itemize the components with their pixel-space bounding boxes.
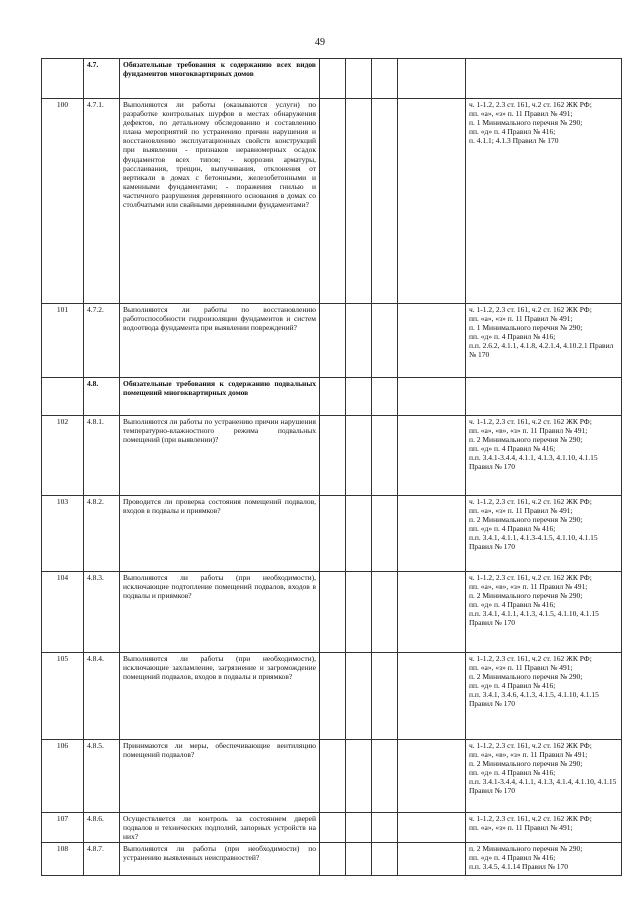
item-code-cell: 4.7.2.: [84, 304, 120, 378]
legal-reference-line: п. 2 Минимального перечня № 290;: [469, 672, 583, 682]
legal-reference-line: ч. 1-1.2, 2.3 ст. 161, ч.2 ст. 162 ЖК РФ;: [469, 654, 592, 663]
legal-reference-line: пп. «а», «з» п. 11 Правил № 491;: [469, 823, 573, 833]
legal-reference-line: п.п. 3.4.1-3.4.4, 4.1.1, 4.1.3, 4.1.4, 4.1.10, 4.1.15 Правил № 170: [469, 777, 617, 796]
legal-reference-cell: [466, 813, 622, 843]
answer-no-cell: [346, 304, 372, 378]
row-number-cell: 104: [42, 572, 84, 653]
row-number-cell: 103: [42, 496, 84, 572]
table-row: [42, 496, 622, 572]
answer-no-cell: [346, 653, 372, 740]
legal-reference-line: пп. «а», «з» п. 11 Правил № 491;: [469, 109, 573, 119]
legal-reference-line: ч. 1-1.2, 2.3 ст. 161, ч.2 ст. 162 ЖК РФ;: [469, 417, 592, 426]
answer-yes-cell: [320, 378, 346, 416]
question-cell: Принимаются ли меры, обеспечивающие вентиляцию помещений подвалов?: [120, 740, 320, 813]
answer-yes-cell: [320, 843, 346, 876]
section-title-cell: Обязательные требования к содержанию всех видов фундаментов многоквартирных домов: [120, 59, 320, 99]
item-code-cell: 4.8.1.: [84, 416, 120, 496]
legal-reference-line: п. 2 Минимального перечня № 290;: [469, 759, 583, 769]
item-code-cell: 4.8.3.: [84, 572, 120, 653]
answer-na-cell: [372, 740, 398, 813]
legal-reference-line: пп. «а», «в», «з» п. 11 Правил № 491;: [469, 750, 588, 760]
answer-no-cell: [346, 496, 372, 572]
table-row: [42, 304, 622, 378]
row-number-cell: [42, 378, 84, 416]
legal-reference-cell: [466, 843, 622, 876]
legal-reference-cell: [466, 572, 622, 653]
row-number-cell: 106: [42, 740, 84, 813]
answer-yes-cell: [320, 740, 346, 813]
legal-reference-line: пп. «а», «в», «з» п. 11 Правил № 491;: [469, 426, 588, 436]
answer-yes-cell: [320, 653, 346, 740]
row-number-cell: [42, 59, 84, 99]
comment-cell: [398, 59, 466, 99]
row-number-cell: 101: [42, 304, 84, 378]
question-cell: Выполняются ли работы по устранению причин нарушения температурно-влажностного режима подвальных помещений (при выявлении)?: [120, 416, 320, 496]
legal-reference-line: п.п. 3.4.5, 4.1.14 Правил № 170: [469, 862, 568, 872]
answer-no-cell: [346, 416, 372, 496]
legal-reference-line: пп. «д» п. 4 Правил № 416;: [469, 600, 556, 610]
answer-no-cell: [346, 843, 372, 876]
legal-reference-line: ч. 1-1.2, 2.3 ст. 161, ч.2 ст. 162 ЖК РФ;: [469, 741, 592, 750]
legal-reference-line: п. 4.1.1; 4.1.3 Правил № 170: [469, 136, 559, 146]
legal-reference-cell: [466, 496, 622, 572]
table-row: [42, 416, 622, 496]
answer-yes-cell: [320, 304, 346, 378]
legal-reference-line: п. 2 Минимального перечня № 290;: [469, 435, 583, 445]
answer-na-cell: [372, 843, 398, 876]
answer-na-cell: [372, 304, 398, 378]
question-cell: Выполняются ли работы (при необходимости), исключающие захламление, загрязнение и загромождение помещений подвалов, входов в подвалы и приямков?: [120, 653, 320, 740]
legal-reference-line: п.п. 3.4.1, 4.1.1, 4.1.3-4.1.5, 4.1.10, 4.1.15 Правил № 170: [469, 533, 598, 552]
section-row: [42, 378, 622, 416]
answer-yes-cell: [320, 496, 346, 572]
legal-reference-line: ч. 1-1.2, 2.3 ст. 161, ч.2 ст. 162 ЖК РФ;: [469, 497, 592, 506]
item-code-cell: 4.7.: [84, 59, 120, 99]
answer-no-cell: [346, 740, 372, 813]
legal-reference-line: пп. «д» п. 4 Правил № 416;: [469, 444, 556, 454]
legal-reference-line: пп. «д» п. 4 Правил № 416;: [469, 127, 556, 137]
legal-reference-line: пп. «а», «в», «з» п. 11 Правил № 491;: [469, 582, 588, 592]
answer-na-cell: [372, 416, 398, 496]
question-cell: Выполняются ли работы (при необходимости) по устранению выявленных неисправностей?: [120, 843, 320, 876]
legal-reference-cell: [466, 99, 622, 304]
comment-cell: [398, 304, 466, 378]
page-number: 49: [315, 37, 325, 48]
legal-reference-cell: [466, 378, 622, 416]
table-row: [42, 740, 622, 813]
table-row: [42, 813, 622, 843]
legal-reference-cell: [466, 59, 622, 99]
answer-no-cell: [346, 378, 372, 416]
legal-reference-line: п.п. 3.4.1, 4.1.1, 4.1.3, 4.1.5, 4.1.10, 4.1.15 Правил № 170: [469, 609, 599, 628]
legal-reference-line: п. 2 Минимального перечня № 290;: [469, 591, 583, 601]
answer-na-cell: [372, 813, 398, 843]
answer-na-cell: [372, 99, 398, 304]
table-row: [42, 653, 622, 740]
item-code-cell: 4.8.6.: [84, 813, 120, 843]
legal-reference-line: пп. «а», «з» п. 11 Правил № 491;: [469, 663, 573, 673]
answer-no-cell: [346, 813, 372, 843]
legal-reference-line: пп. «д» п. 4 Правил № 416;: [469, 524, 556, 534]
legal-reference-cell: [466, 416, 622, 496]
row-number-cell: 105: [42, 653, 84, 740]
item-code-cell: 4.8.4.: [84, 653, 120, 740]
row-number-cell: 107: [42, 813, 84, 843]
legal-reference-line: ч. 1-1.2, 2.3 ст. 161, ч.2 ст. 162 ЖК РФ;: [469, 305, 592, 314]
answer-na-cell: [372, 378, 398, 416]
legal-reference-line: п. 2 Минимального перечня № 290;: [469, 844, 583, 854]
legal-reference-line: пп. «д» п. 4 Правил № 416;: [469, 768, 556, 778]
question-cell: Осуществляется ли контроль за состоянием дверей подвалов и технических подполий, запорных устройств на них?: [120, 813, 320, 843]
comment-cell: [398, 416, 466, 496]
answer-no-cell: [346, 59, 372, 99]
item-code-cell: 4.8.7.: [84, 843, 120, 876]
row-number-cell: 102: [42, 416, 84, 496]
question-cell: Выполняются ли работы по восстановлению работоспособности гидроизоляции фундаментов и систем водоотвода фундамента при выявлении повреждений?: [120, 304, 320, 378]
comment-cell: [398, 813, 466, 843]
legal-reference-line: п.п. 3.4.1, 3.4.6, 4.1.3, 4.1.5, 4.1.10, 4.1.15 Правил № 170: [469, 690, 599, 709]
answer-na-cell: [372, 59, 398, 99]
answer-no-cell: [346, 99, 372, 304]
answer-no-cell: [346, 572, 372, 653]
item-code-cell: 4.8.: [84, 378, 120, 416]
answer-yes-cell: [320, 416, 346, 496]
legal-reference-line: пп. «д» п. 4 Правил № 416;: [469, 853, 556, 863]
legal-reference-line: ч. 1-1.2, 2.3 ст. 161, ч.2 ст. 162 ЖК РФ;: [469, 814, 592, 823]
answer-yes-cell: [320, 99, 346, 304]
comment-cell: [398, 496, 466, 572]
legal-reference-line: п. 1 Минимального перечня № 290;: [469, 323, 583, 333]
legal-reference-line: пп. «а», «з» п. 11 Правил № 491;: [469, 506, 573, 516]
item-code-cell: 4.8.5.: [84, 740, 120, 813]
item-code-cell: 4.7.1.: [84, 99, 120, 304]
table-row: [42, 572, 622, 653]
answer-na-cell: [372, 496, 398, 572]
legal-reference-cell: [466, 740, 622, 813]
table-row: [42, 843, 622, 876]
question-cell: Выполняются ли работы (оказываются услуги) по разработке контрольных шурфов в местах обнаружения дефектов, по детальному обследованию и составлению плана мероприятий по устранению причин нарушения и восстановлению эксплуатационных свойств конструкций при выявлении - признаков неравномерных осадок фундаментов всех типов; - коррозии арматуры, расслаивания, трещин, выпучивания, отклонения от вертикали в домах с бетонными, железобетонными и каменными фундаментами; - поражения гнилью и частичного разрушения деревянного основания в домах со столбчатыми или свайными деревянными фундаментами?: [120, 99, 320, 304]
legal-reference-cell: [466, 653, 622, 740]
table-row: [42, 99, 622, 304]
legal-reference-line: ч. 1-1.2, 2.3 ст. 161, ч.2 ст. 162 ЖК РФ;: [469, 573, 592, 582]
requirements-table: [41, 58, 622, 876]
comment-cell: [398, 740, 466, 813]
section-row: [42, 59, 622, 99]
question-cell: Проводится ли проверка состояния помещений подвалов, входов в подвалы и приямков?: [120, 496, 320, 572]
item-code-cell: 4.8.2.: [84, 496, 120, 572]
question-cell: Выполняются ли работы (при необходимости), исключающие подтопление помещений подвалов, входов в подвалы и приямков?: [120, 572, 320, 653]
legal-reference-line: п.п. 2.6.2, 4.1.1, 4.1.8, 4.2.1.4, 4.10.2.1 Правил № 170: [469, 341, 614, 360]
legal-reference-line: п.п. 3.4.1-3.4.4, 4.1.1, 4.1.3, 4.1.10, 4.1.15 Правил № 170: [469, 453, 598, 472]
comment-cell: [398, 378, 466, 416]
answer-yes-cell: [320, 572, 346, 653]
comment-cell: [398, 99, 466, 304]
legal-reference-line: пп. «д» п. 4 Правил № 416;: [469, 681, 556, 691]
section-title-cell: Обязательные требования к содержанию подвальных помещений многоквартирных домов: [120, 378, 320, 416]
row-number-cell: 108: [42, 843, 84, 876]
answer-na-cell: [372, 572, 398, 653]
answer-yes-cell: [320, 59, 346, 99]
answer-yes-cell: [320, 813, 346, 843]
legal-reference-line: п. 2 Минимального перечня № 290;: [469, 515, 583, 525]
comment-cell: [398, 572, 466, 653]
legal-reference-cell: [466, 304, 622, 378]
comment-cell: [398, 843, 466, 876]
row-number-cell: 100: [42, 99, 84, 304]
legal-reference-line: пп. «д» п. 4 Правил № 416;: [469, 332, 556, 342]
comment-cell: [398, 653, 466, 740]
legal-reference-line: ч. 1-1.2, 2.3 ст. 161, ч.2 ст. 162 ЖК РФ;: [469, 100, 592, 109]
answer-na-cell: [372, 653, 398, 740]
legal-reference-line: пп. «а», «з» п. 11 Правил № 491;: [469, 314, 573, 324]
legal-reference-line: п. 1 Минимального перечня № 290;: [469, 118, 583, 128]
